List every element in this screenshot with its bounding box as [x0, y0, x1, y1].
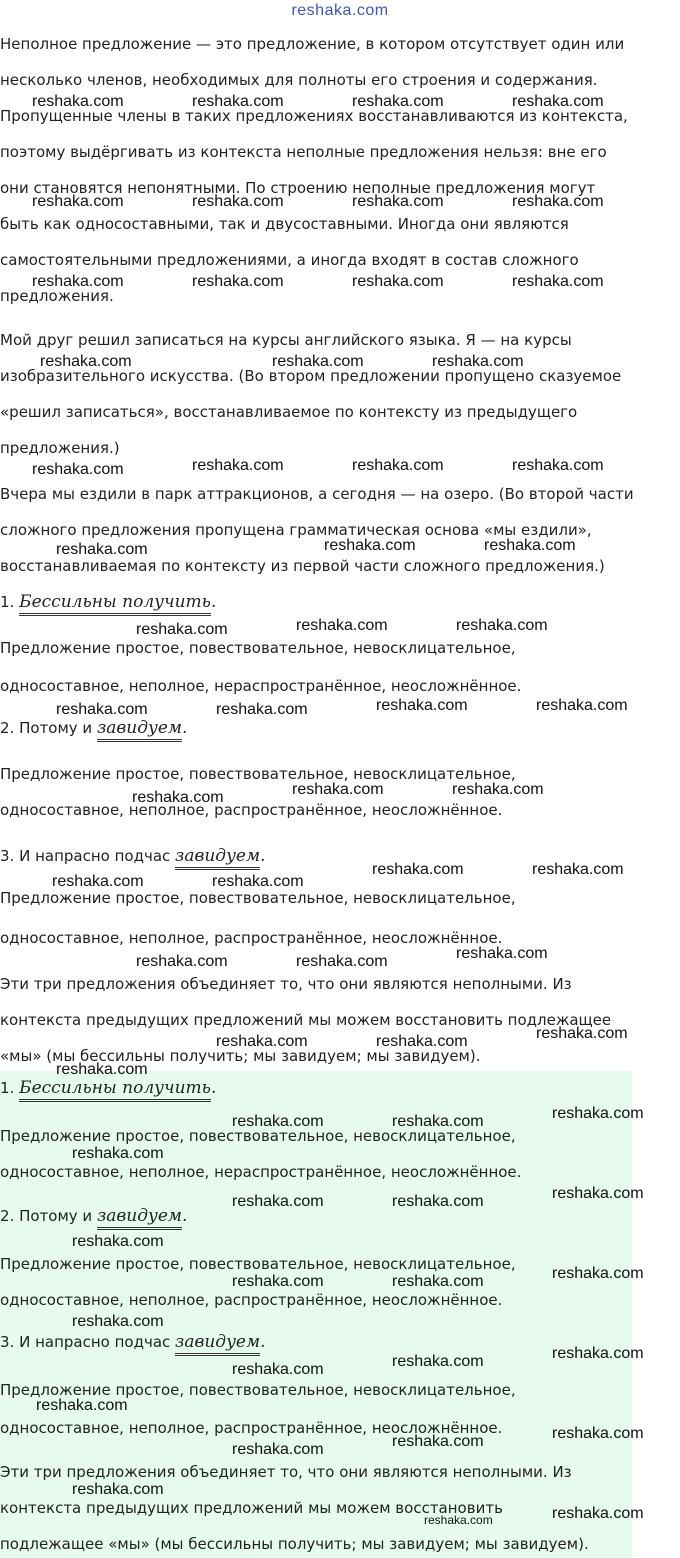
watermark: reshaka.com [192, 93, 284, 110]
watermark: reshaka.com [552, 1105, 644, 1122]
watermark: reshaka.com [232, 1361, 324, 1378]
text-line: изобразительного искусства. (Во втором предложении пропущено сказуемое [0, 367, 622, 385]
watermark: reshaka.com [452, 781, 544, 798]
text-line: предложения. [0, 287, 114, 305]
text-line: односоставное, неполное, распространённое, неосложнённое. [0, 1291, 503, 1309]
text-line: Предложение простое, повествовательное, невосклицательное, [0, 639, 516, 657]
watermark: reshaka.com [552, 1425, 644, 1442]
watermark: reshaka.com [192, 273, 284, 290]
text-line: поэтому выдёргивать из контекста неполные предложения нельзя: вне его [0, 143, 607, 161]
example-sentence [0, 846, 266, 866]
watermark: reshaka.com [392, 1433, 484, 1450]
text-line: контекста предыдущих предложений мы можем восстановить подлежащее [0, 1011, 612, 1029]
watermark: reshaka.com [212, 873, 304, 890]
site-header[interactable]: reshaka.com [291, 2, 389, 19]
predicate: завидуем [175, 846, 260, 870]
watermark: reshaka.com [32, 461, 124, 478]
watermark: reshaka.com [56, 1061, 148, 1078]
watermark: reshaka.com [372, 861, 464, 878]
watermark: reshaka.com [512, 93, 604, 110]
watermark: reshaka.com [40, 353, 132, 370]
watermark: reshaka.com [232, 1273, 324, 1290]
watermark: reshaka.com [536, 1025, 628, 1042]
period: . [210, 1078, 217, 1098]
text-line: «решил записаться», восстанавливаемое по контексту из предыдущего [0, 403, 578, 421]
watermark: reshaka.com [132, 789, 224, 806]
watermark: reshaka.com [72, 1145, 164, 1162]
watermark: reshaka.com [216, 701, 308, 718]
text-line: односоставное, неполное, нераспространённое, неосложнённое. [0, 677, 522, 695]
watermark: reshaka.com [272, 353, 364, 370]
text-line: контекста предыдущих предложений мы можем восстановить [0, 1499, 503, 1517]
text-line: несколько членов, необходимых для полноты его строения и содержания. [0, 71, 598, 89]
watermark: reshaka.com [136, 621, 228, 638]
text-line: односоставное, неполное, нераспространённое, неосложнённое. [0, 1163, 522, 1181]
period: . [260, 1332, 266, 1352]
text-line: Предложение простое, повествовательное, невосклицательное, [0, 889, 516, 907]
example-sentence [0, 592, 216, 612]
watermark: reshaka.com [456, 945, 548, 962]
watermark: reshaka.com [552, 1185, 644, 1202]
watermark: reshaka.com [52, 873, 144, 890]
watermark: reshaka.com [352, 273, 444, 290]
text-line: Предложение простое, повествовательное, невосклицательное, [0, 1381, 516, 1399]
watermark: reshaka.com [512, 273, 604, 290]
watermark: reshaka.com [324, 537, 416, 554]
watermark: reshaka.com [456, 617, 548, 634]
watermark: reshaka.com [72, 1313, 164, 1330]
text-line: Предложение простое, повествовательное, невосклицательное, [0, 765, 516, 783]
item-number: 1. [0, 593, 15, 611]
watermark: reshaka.com [232, 1113, 324, 1130]
text-line: односоставное, неполное, распространённое, неосложнённое. [0, 929, 503, 947]
predicate: завидуем [97, 718, 182, 742]
watermark: reshaka.com [232, 1441, 324, 1458]
text-line: Мой друг решил записаться на курсы английского языка. Я — на курсы [0, 331, 572, 349]
watermark: reshaka.com [32, 193, 124, 210]
watermark: reshaka.com [216, 1033, 308, 1050]
watermark: reshaka.com [296, 617, 388, 634]
text-line: Предложение простое, повествовательное, невосклицательное, [0, 1255, 516, 1273]
text-line: самостоятельными предложениями, а иногда входят в состав сложного [0, 251, 579, 269]
example-sentence [0, 1332, 266, 1352]
text-line: сложного предложения пропущена грамматическая основа «мы ездили», [0, 521, 592, 539]
watermark: reshaka.com [552, 1345, 644, 1362]
sentence-text: И напрасно подчас [19, 1333, 171, 1351]
item-number: 3. [0, 847, 15, 865]
period: . [210, 592, 217, 612]
text-line: они становятся непонятными. По строению неполные предложения могут [0, 179, 596, 197]
watermark: reshaka.com [376, 1033, 468, 1050]
period: . [260, 846, 266, 866]
watermark: reshaka.com [352, 193, 444, 210]
text-line: быть как односоставными, так и двусоставными. Иногда они являются [0, 215, 569, 233]
predicate: Бессильны получить [19, 1078, 211, 1102]
period: . [182, 718, 188, 738]
example-sentence [0, 1078, 216, 1098]
watermark: reshaka.com [296, 953, 388, 970]
predicate: завидуем [97, 1206, 182, 1230]
example-sentence [0, 1206, 187, 1226]
watermark: reshaka.com [392, 1113, 484, 1130]
watermark: reshaka.com [484, 537, 576, 554]
watermark: reshaka.com [352, 457, 444, 474]
text-line: «мы» (мы бессильны получить; мы завидуем; мы завидуем). [0, 1047, 481, 1065]
watermark: reshaka.com [512, 457, 604, 474]
item-number: 2. [0, 1207, 15, 1225]
watermark: reshaka.com [552, 1265, 644, 1282]
watermark: reshaka.com [72, 1481, 164, 1498]
watermark: reshaka.com [32, 273, 124, 290]
text-line: Предложение простое, повествовательное, невосклицательное, [0, 1127, 516, 1145]
watermark: reshaka.com [532, 861, 624, 878]
sentence-text: Потому и [19, 719, 93, 737]
text-line: Вчера мы ездили в парк аттракционов, а сегодня — на озеро. (Во второй части [0, 485, 634, 503]
text-line: предложения.) [0, 439, 120, 457]
watermark: reshaka.com [392, 1193, 484, 1210]
text-line: Неполное предложение — это предложение, в котором отсутствует один или [0, 35, 625, 53]
watermark: reshaka.com [392, 1273, 484, 1290]
text-line: Эти три предложения объединяет то, что они являются неполными. Из [0, 975, 572, 993]
watermark: reshaka.com [352, 93, 444, 110]
watermark: reshaka.com [536, 697, 628, 714]
watermark: reshaka.com [392, 1353, 484, 1370]
predicate: Бессильны получить [19, 592, 211, 616]
text-line: Эти три предложения объединяет то, что они являются неполными. Из [0, 1463, 572, 1481]
watermark: reshaka.com [192, 193, 284, 210]
watermark: reshaka.com [56, 701, 148, 718]
watermark: reshaka.com [32, 93, 124, 110]
text-line: односоставное, неполное, распространённое, неосложнённое. [0, 1419, 503, 1437]
watermark: reshaka.com [136, 953, 228, 970]
watermark: reshaka.com [292, 781, 384, 798]
watermark: reshaka.com [72, 1233, 164, 1250]
watermark: reshaka.com [424, 1513, 493, 1527]
item-number: 1. [0, 1079, 15, 1097]
watermark: reshaka.com [376, 697, 468, 714]
watermark: reshaka.com [432, 353, 524, 370]
watermark: reshaka.com [192, 457, 284, 474]
text-line: восстанавливаемая по контексту из первой части сложного предложения.) [0, 557, 605, 575]
watermark: reshaka.com [512, 193, 604, 210]
watermark: reshaka.com [552, 1505, 644, 1522]
sentence-text: Потому и [19, 1207, 93, 1225]
text-line: односоставное, неполное, распространённое, неосложнённое. [0, 801, 503, 819]
period: . [182, 1206, 188, 1226]
predicate: завидуем [175, 1332, 260, 1356]
item-number: 3. [0, 1333, 15, 1351]
example-sentence [0, 718, 187, 738]
watermark: reshaka.com [232, 1193, 324, 1210]
text-line: подлежащее «мы» (мы бессильны получить; мы завидуем; мы завидуем). [0, 1535, 589, 1553]
text-line: Пропущенные члены в таких предложениях восстанавливаются из контекста, [0, 107, 628, 125]
watermark: reshaka.com [56, 541, 148, 558]
sentence-text: И напрасно подчас [19, 847, 171, 865]
item-number: 2. [0, 719, 15, 737]
watermark: reshaka.com [36, 1397, 128, 1414]
